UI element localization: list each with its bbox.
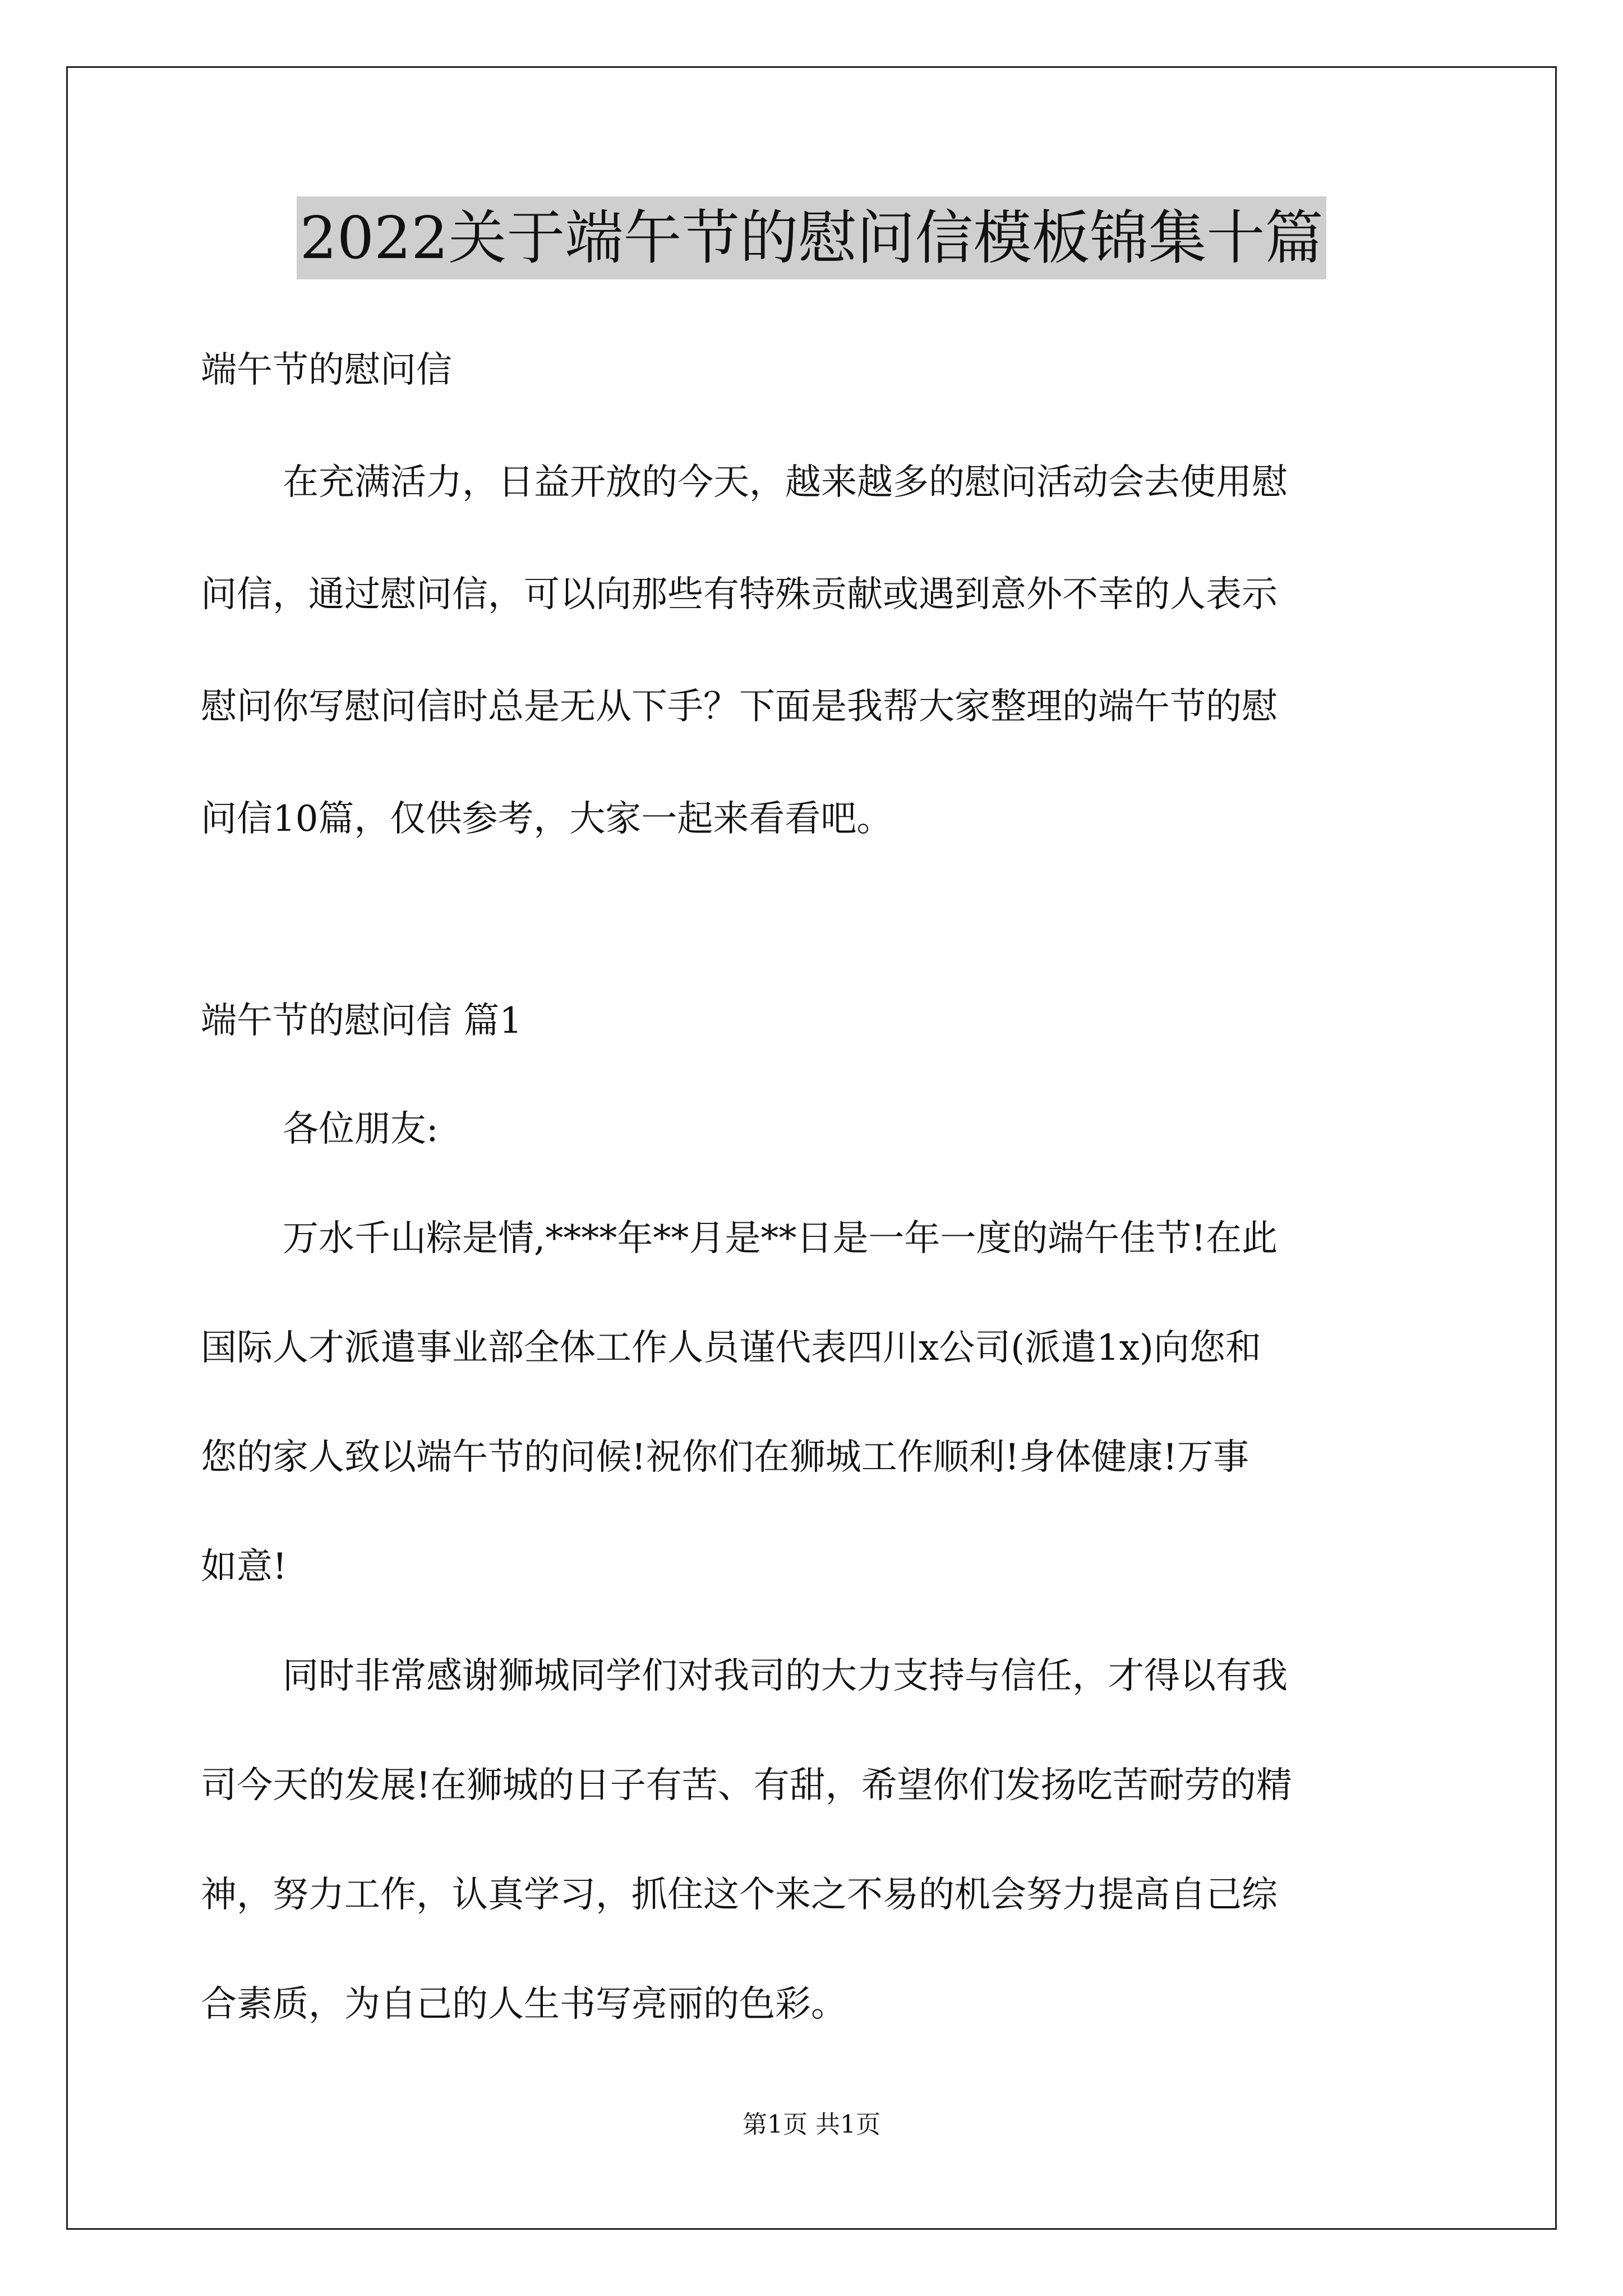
paragraph-line: 同时非常感谢狮城同学们对我司的大力支持与信任，才得以有我 — [283, 1655, 1288, 1697]
paragraph-line: 万水千山粽是情,****年**月是**日是一年一度的端午佳节!在此 — [283, 1218, 1278, 1259]
paragraph-line: 司今天的发展!在狮城的日子有苦、有甜，希望你们发扬吃苦耐劳的精 — [201, 1765, 1292, 1806]
paragraph-line: 合素质，为自己的人生书写亮丽的色彩。 — [201, 1984, 847, 2025]
paragraph-line: 神，努力工作，认真学习，抓住这个来之不易的机会努力提高自己综 — [201, 1874, 1278, 1916]
paragraph-line: 在充满活力，日益开放的今天，越来越多的慰问活动会去使用慰 — [283, 462, 1288, 503]
salutation: 各位朋友: — [283, 1108, 439, 1150]
paragraph-line: 问信10篇，仅供参考，大家一起来看看吧。 — [201, 798, 893, 840]
document-title: 2022关于端午节的慰问信模板锦集十篇 — [297, 196, 1327, 279]
paragraph-line: 国际人才派遣事业部全体工作人员谨代表四川x公司(派遣1x)向您和 — [201, 1327, 1261, 1369]
page-footer: 第1页 共1页 — [743, 2110, 880, 2139]
paragraph-line: 慰问你写慰问信时总是无从下手？下面是我帮大家整理的端午节的慰 — [201, 686, 1278, 728]
paragraph-line: 如意! — [201, 1546, 287, 1588]
paragraph-line: 您的家人致以端午节的问候!祝你们在狮城工作顺利!身体健康!万事 — [201, 1437, 1249, 1478]
section-heading: 端午节的慰问信 — [201, 349, 452, 391]
section-heading: 端午节的慰问信 篇1 — [201, 1000, 523, 1042]
title-container — [0, 196, 1623, 279]
paragraph-line: 问信，通过慰问信，可以向那些有特殊贡献或遇到意外不幸的人表示 — [201, 574, 1278, 615]
